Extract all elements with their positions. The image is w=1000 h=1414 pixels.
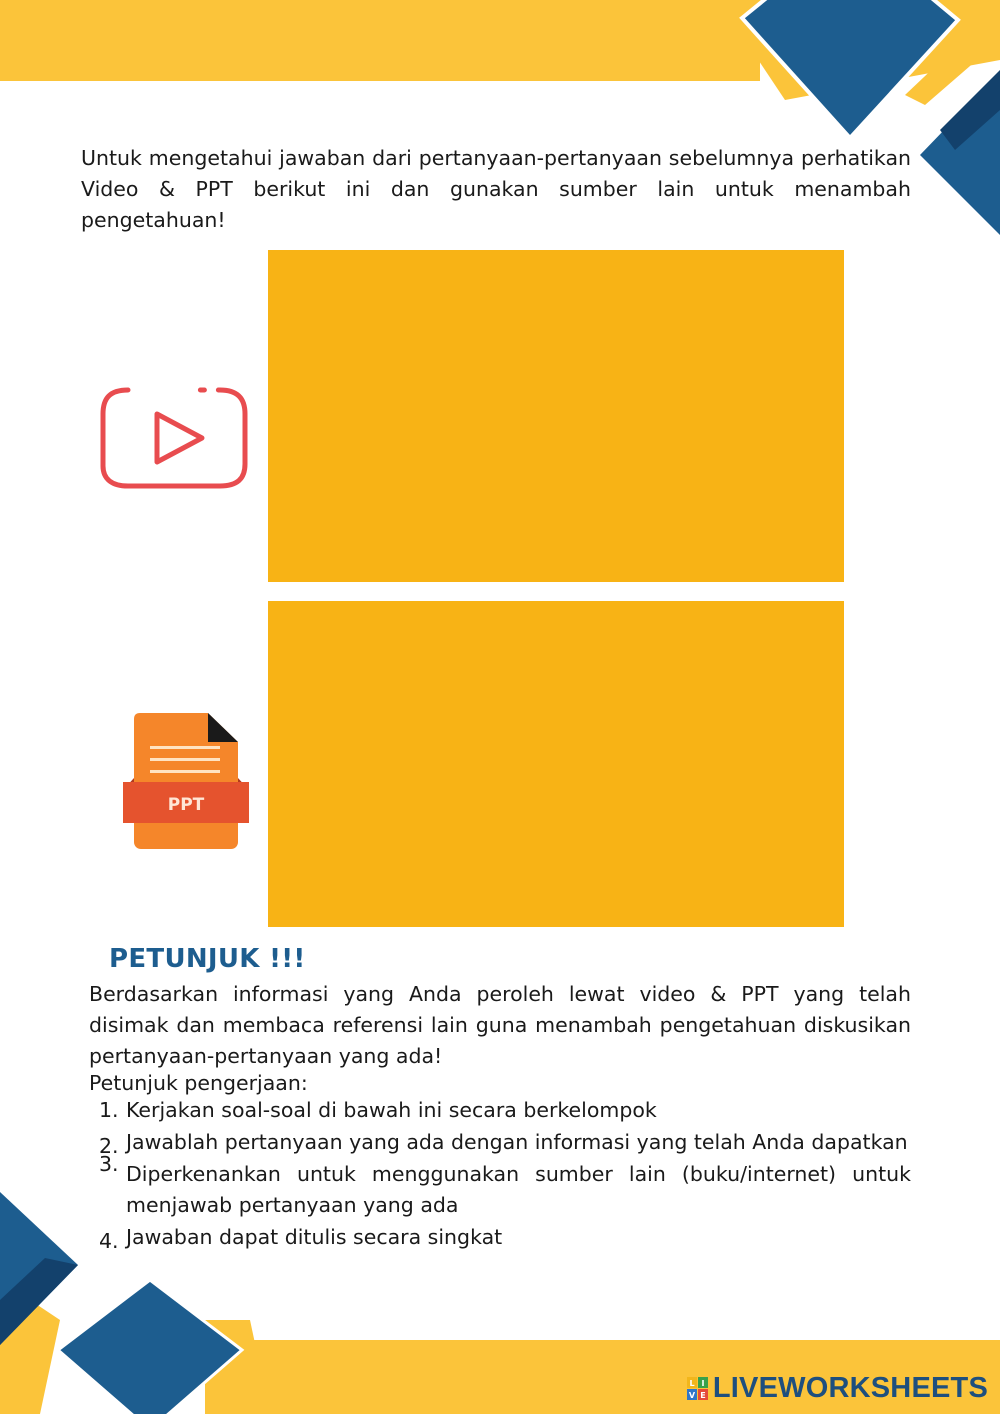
step-number: 3. — [99, 1152, 119, 1176]
steps-list — [89, 1095, 911, 1254]
step-text: Jawablah pertanyaan yang ada dengan informasi yang telah Anda dapatkan — [126, 1130, 908, 1154]
svg-text:V: V — [688, 1390, 695, 1400]
step-text: Jawaban dapat ditulis secara singkat — [126, 1225, 503, 1249]
ppt-file-icon — [120, 710, 252, 852]
step-text: Diperkenankan untuk menggunakan sumber lain (buku/internet) untuk menjawab pertanyaan yang ada — [126, 1162, 911, 1217]
top-yellow-banner — [0, 0, 760, 81]
list-item — [89, 1127, 911, 1158]
liveworksheets-logo-icon — [687, 1377, 709, 1401]
liveworksheets-brand-text: LIVEWORKSHEETS — [712, 1372, 988, 1404]
petunjuk-title: PETUNJUK !!! — [109, 944, 306, 974]
step-number: 2. — [99, 1134, 119, 1158]
video-embed-area[interactable] — [268, 250, 844, 582]
ppt-embed-area[interactable] — [268, 601, 844, 927]
svg-text:I: I — [701, 1378, 705, 1388]
petunjuk-body: Berdasarkan informasi yang Anda peroleh lewat video & PPT yang telah disimak dan membaca referensi lain guna menambah pengetahuan diskusikan pertanyaan-pertanyaan yang ada! — [89, 982, 911, 1068]
intro-text: Untuk mengetahui jawaban dari pertanyaan-pertanyaan sebelumnya perhatikan Video & PPT berikut ini dan gunakan sumber lain untuk menambah pengetahuan! — [81, 146, 911, 232]
list-item — [89, 1222, 911, 1253]
list-item — [89, 1152, 911, 1221]
svg-text:E: E — [700, 1390, 706, 1400]
step-text: Kerjakan soal-soal di bawah ini secara berkelompok — [126, 1098, 657, 1122]
svg-text:L: L — [689, 1378, 695, 1388]
steps-label: Petunjuk pengerjaan: — [89, 1071, 308, 1095]
ppt-icon-label: PPT — [167, 795, 205, 815]
liveworksheets-brand[interactable] — [687, 1372, 988, 1405]
list-item — [89, 1095, 911, 1126]
step-number: 4. — [99, 1229, 119, 1253]
youtube-play-icon — [98, 384, 250, 494]
step-number: 1. — [99, 1098, 119, 1122]
